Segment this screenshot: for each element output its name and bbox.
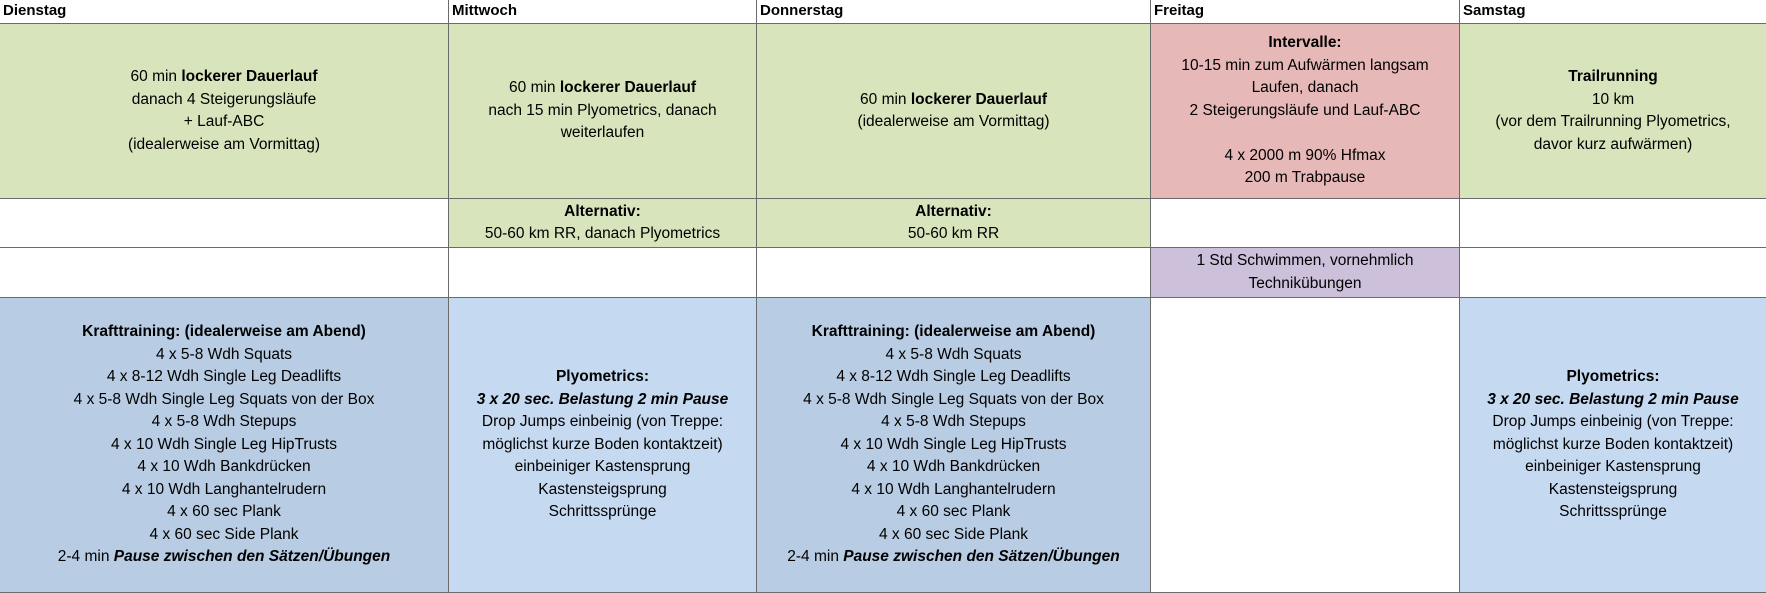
cell-dienstag-swim[interactable] bbox=[0, 248, 449, 298]
run-line: + Lauf-ABC bbox=[183, 113, 265, 130]
cell-dienstag-alt[interactable] bbox=[0, 199, 449, 248]
plyo-item: möglichst kurze Boden kontaktzeit) bbox=[482, 435, 723, 453]
kraft-pause: 2-4 min Pause zwischen den Sätzen/Übungen bbox=[787, 548, 1120, 566]
cell-samstag-plyo[interactable] bbox=[1460, 298, 1766, 593]
plyo-item: möglichst kurze Boden kontaktzeit) bbox=[1492, 435, 1734, 453]
alt-line: 50-60 km RR bbox=[907, 225, 1000, 242]
kraft-title: Krafttraining: (idealerweise am Abend) bbox=[82, 323, 366, 341]
cell-samstag-swim[interactable] bbox=[1460, 248, 1766, 298]
swim-line: 1 Std Schwimmen, vornehmlich bbox=[1196, 252, 1414, 269]
plyo-item: Schrittssprünge bbox=[1559, 503, 1667, 521]
plyo-item: Kastensteigsprung bbox=[538, 480, 667, 498]
plyo-subtitle: 3 x 20 sec. Belastung 2 min Pause bbox=[476, 390, 729, 408]
cell-samstag-alt[interactable] bbox=[1460, 199, 1766, 248]
cell-freitag-alt[interactable] bbox=[1151, 199, 1460, 248]
run-line: 200 m Trabpause bbox=[1244, 169, 1366, 187]
cell-mittwoch-plyo[interactable] bbox=[449, 298, 757, 593]
header-donnerstag[interactable]: Donnerstag bbox=[757, 0, 1151, 24]
cell-samstag-run[interactable] bbox=[1460, 24, 1766, 199]
alt-line: 50-60 km RR, danach Plyometrics bbox=[484, 225, 721, 242]
cell-donnerstag-kraft[interactable] bbox=[757, 298, 1151, 593]
plyo-item: Schrittssprünge bbox=[548, 503, 657, 521]
kraft-item: 4 x 10 Wdh Bankdrücken bbox=[866, 458, 1041, 476]
header-freitag[interactable]: Freitag bbox=[1151, 0, 1460, 24]
kraft-item: 4 x 10 Wdh Langhantelrudern bbox=[851, 480, 1056, 498]
spacer bbox=[1303, 122, 1307, 145]
cell-freitag-swim[interactable] bbox=[1151, 248, 1460, 298]
kraft-item: 4 x 10 Wdh Langhantelrudern bbox=[121, 480, 327, 498]
plyo-item: Kastensteigsprung bbox=[1548, 480, 1678, 498]
cell-mittwoch-alt[interactable] bbox=[449, 199, 757, 248]
kraft-item: 4 x 5-8 Wdh Squats bbox=[885, 345, 1022, 363]
cell-mittwoch-run[interactable] bbox=[449, 24, 757, 199]
run-line: 10 km bbox=[1591, 90, 1635, 108]
kraft-title: Krafttraining: (idealerweise am Abend) bbox=[811, 323, 1096, 341]
run-line: davor kurz aufwärmen) bbox=[1533, 135, 1693, 153]
kraft-item: 4 x 5-8 Wdh Squats bbox=[155, 345, 293, 363]
run-line: 2 Steigerungsläufe und Lauf-ABC bbox=[1189, 101, 1421, 119]
cell-freitag-intervalle[interactable] bbox=[1151, 24, 1460, 199]
kraft-item: 4 x 60 sec Side Plank bbox=[149, 525, 299, 543]
cell-donnerstag-swim[interactable] bbox=[757, 248, 1151, 298]
header-mittwoch[interactable]: Mittwoch bbox=[449, 0, 757, 24]
kraft-item: 4 x 60 sec Side Plank bbox=[878, 525, 1029, 543]
header-dienstag[interactable]: Dienstag bbox=[0, 0, 449, 24]
plyo-item: Drop Jumps einbeinig (von Treppe: bbox=[1492, 413, 1734, 431]
plyo-subtitle: 3 x 20 sec. Belastung 2 min Pause bbox=[1487, 390, 1739, 408]
run-title: Trailrunning bbox=[1568, 68, 1658, 85]
kraft-item: 4 x 8-12 Wdh Single Leg Deadlifts bbox=[106, 368, 342, 386]
kraft-item: 4 x 5-8 Wdh Single Leg Squats von der Box bbox=[73, 390, 375, 408]
run-line: 60 min lockerer Dauerlauf bbox=[509, 79, 696, 97]
kraft-item: 4 x 60 sec Plank bbox=[896, 503, 1011, 521]
cell-dienstag-kraft[interactable] bbox=[0, 298, 449, 593]
run-line: 10-15 min zum Aufwärmen langsam bbox=[1181, 56, 1429, 74]
alt-title: Alternativ: bbox=[915, 202, 992, 220]
run-line: 60 min lockerer Dauerlauf bbox=[130, 68, 318, 85]
header-samstag[interactable]: Samstag bbox=[1460, 0, 1766, 24]
kraft-item: 4 x 5-8 Wdh Stepups bbox=[881, 413, 1026, 431]
plyo-item: Drop Jumps einbeinig (von Treppe: bbox=[481, 413, 724, 431]
kraft-item: 4 x 10 Wdh Single Leg HipTrusts bbox=[110, 435, 337, 453]
cell-dienstag-run[interactable] bbox=[0, 24, 449, 199]
alt-title: Alternativ: bbox=[564, 202, 641, 220]
kraft-item: 4 x 60 sec Plank bbox=[167, 503, 281, 521]
plyo-item: einbeiniger Kastensprung bbox=[1525, 458, 1701, 476]
run-line: nach 15 min Plyometrics, danach bbox=[488, 101, 717, 119]
kraft-item: 4 x 5-8 Wdh Single Leg Squats von der Box bbox=[803, 390, 1104, 408]
cell-donnerstag-run[interactable] bbox=[757, 24, 1151, 199]
run-line: 4 x 2000 m 90% Hfmax bbox=[1224, 146, 1386, 164]
plyo-title: Plyometrics: bbox=[555, 368, 650, 386]
cell-freitag-empty[interactable] bbox=[1151, 298, 1460, 593]
run-line: weiterlaufen bbox=[560, 124, 645, 142]
run-line: Laufen, danach bbox=[1251, 79, 1359, 97]
run-line: 60 min lockerer Dauerlauf bbox=[860, 90, 1047, 108]
kraft-item: 4 x 5-8 Wdh Stepups bbox=[151, 413, 297, 431]
kraft-item: 4 x 10 Wdh Bankdrücken bbox=[137, 458, 311, 476]
plyo-title: Plyometrics: bbox=[1566, 368, 1660, 386]
cell-mittwoch-swim[interactable] bbox=[449, 248, 757, 298]
swim-line: Technikübungen bbox=[1248, 274, 1362, 292]
cell-donnerstag-alt[interactable] bbox=[757, 199, 1151, 248]
plyo-item: einbeiniger Kastensprung bbox=[514, 458, 691, 476]
run-line: (vor dem Trailrunning Plyometrics, bbox=[1495, 113, 1731, 130]
run-line: (idealerweise am Vormittag) bbox=[857, 113, 1050, 130]
run-title: Intervalle: bbox=[1268, 34, 1342, 52]
kraft-item: 4 x 10 Wdh Single Leg HipTrusts bbox=[840, 435, 1067, 453]
kraft-item: 4 x 8-12 Wdh Single Leg Deadlifts bbox=[836, 368, 1071, 386]
kraft-pause: 2-4 min Pause zwischen den Sätzen/Übungen bbox=[57, 548, 391, 566]
run-line: (idealerweise am Vormittag) bbox=[127, 135, 321, 153]
run-line: danach 4 Steigerungsläufe bbox=[131, 90, 317, 108]
